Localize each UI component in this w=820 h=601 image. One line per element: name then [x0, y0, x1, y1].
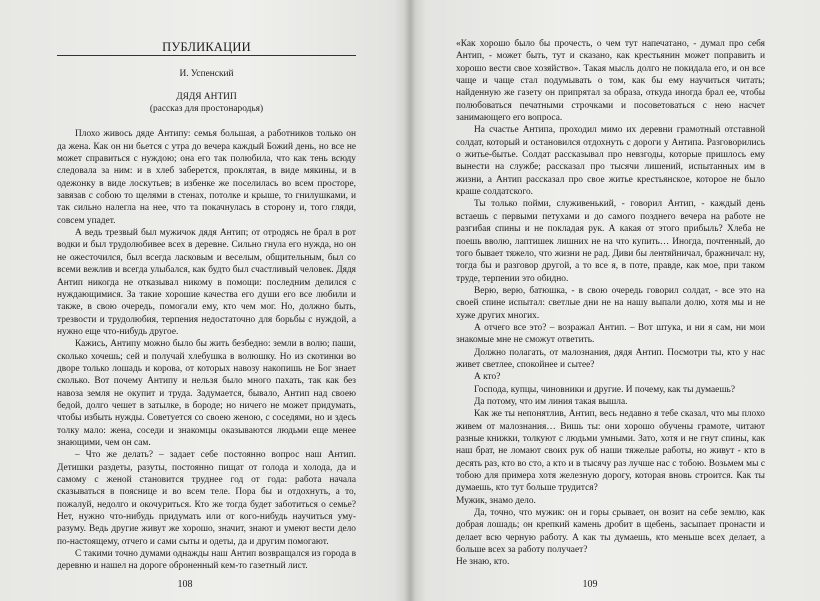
- paragraph: Господа, купцы, чиновники и другие. И почему, как ты думаешь?: [474, 384, 735, 395]
- paragraph: Верю, верю, батюшка, - в свою очередь говорил солдат, - все это на своей спине испытал: светлые дни не на нашу выпали долю, хотя мы и не хуже других многих.: [456, 285, 765, 321]
- paragraph: Ты только пойми, служивенький, - говорил Антип, - каждый день встаешь с первыми петухами и до самого позднего вечера на работе не разгибая спины и не покладая рук. А какая от этого прибыль? Хлеба не поешь вволю, лаптишек лишних не на что купить… Иногда, почтенный, до того бывает тяжело, что жизни не рад. Диви бы лентяйничал, бражничал: ну, тогда бы и разговор другой, а то все я, в поте, правде, как мое, при таком труде, терпении это обидно.: [456, 199, 765, 284]
- right-page-body: [456, 38, 765, 569]
- right-page: [410, 0, 820, 601]
- page-number: 108: [177, 578, 193, 590]
- paragraph: А отчего все это? – возражал Антип. – Вот штука, и ни я сам, ни мои знакомые мне не сможут ответить.: [456, 322, 765, 346]
- paragraph: Плохо живось дяде Антипу: семья большая, а работников только он да жена. Как он ни бьется с утра до вечера каждый Божий день, но все не может справиться с нуждою; она его так полюбила, что как тень всюду следовала за ним: и в хлеб заберется, проклятая, в виде мякины, и в одежонку в виде лоскутьев; в избенке же поселилась во всем просторе, завязав с собою то щелями в стенах, потолке и крыше, то гнилушками, и так сильно налегла на нее, что та покачнулась в сторону и, того гляди, совсем упадет.: [57, 129, 356, 226]
- paragraph: Кажись, Антипу можно было бы жить безбедно: земли в волю; паши, сколько хочешь; сей и получай хлебушка в волюшку. Но из скотинки во дворе только лошадь и корова, от которых навозу накопишь не Бог знает сколько. Вот почему Антипу и нельзя было много пахать, так как без навоза земля не окупит и труда. Задумается, бывало, Антип над своею бедой, долго чешет в затылке, в бороде; но ничего не может придумать, чтобы избыть нужды. Советуется со своею женою, с соседями, но и здесь толку мало: жена, соседи и знакомцы оказываются людьми еще менее знающими, чем он сам.: [57, 339, 356, 448]
- paragraph: На счастье Антипа, проходил мимо их деревни грамотный отставной солдат, который и остановился отдохнуть с дороги у Антипа. Разговорились о житье-бытье. Солдат рассказывал про невзгоды, которые пришлось ему вынести на службе; рассказал про тысячи лишений, испытанных им в жизни, а Антип рассказал про свое житье крестьянское, которое не было краше солдатского.: [456, 125, 765, 198]
- paragraph: Как же ты непонятлив, Антип, весь недавно я тебе сказал, что мы плохо живем от малознания… Вишь ты: они хорошо обучены грамоте, читают разные книжки, толкуют с людьми умными. Зато, хотя и не гнут спины, как наш брат, не ломают своих рук об наши тяжелые работы, но живут - кто в десять раз, кто во сто, а кто и в тысячу раз лучше нас с тобою. Возьмем мы с тобою для примера хотя железную дорогу, которая вновь строится. Как ты думаешь, кто тут больше трудится?: [456, 409, 765, 494]
- section-title: ПУБЛИКАЦИИ: [57, 41, 356, 56]
- paragraph: Да, точно, что мужик: он и горы срывает, он возит на себе землю, как добрая лошадь; он крепкий камень дробит в щебень, засыпает пронасти и делает всю черную работу. А как ты думаешь, кто меньше всех делает, а больше всех за работу получает?: [456, 508, 765, 556]
- paragraph: Не знаю, кто.: [456, 557, 510, 568]
- book-gutter: [404, 0, 416, 601]
- author-name: И. Успенский: [179, 69, 234, 80]
- story-subtitle: (рассказ для простонародья): [149, 104, 264, 115]
- page-number: 109: [582, 578, 598, 590]
- paragraph: А кто?: [474, 372, 501, 383]
- paragraph: А ведь трезвый был мужичок дядя Антип; от отродясь не брал в рот водки и был трудолюбивее всех в деревне. Сильно гнула его нужда, но он не ожесточился, был всегда ласковым и веселым, общительным, был со всеми вежлив и всегда улыбался, как будто был счастливый человек. Дядя Антип никогда не отказывал никому в помощи: последним делился с нуждающимися. За такие хорошие качества его души его все любили и также, в свою очередь, помогали ему, кто чем мог. Но, должно быть, трезвости и трудолюбия, терпения недостаточно для борьбы с нуждой, а нужно еще что-нибудь другое.: [57, 228, 356, 337]
- paragraph: Мужик, знамо дело.: [456, 495, 536, 506]
- paragraph: Должно полагать, от малознания, дядя Антип. Посмотри ты, кто у нас живет светлее, спокойнее и сытее?: [456, 347, 765, 370]
- paragraph: Да потому, что им линия такая вышла.: [474, 396, 628, 407]
- left-page-body: [57, 128, 356, 572]
- paragraph: – Что же делать? – задает себе постоянно вопрос наш Антип. Детишки раздеты, разуты, постоянно пищат от голода и холода, да и самому с женой становится труднее год от года: работа начала сказываться в пояснице и во всем теле. Пора бы и отдохнуть, а то, пожалуй, недолго и окочуриться. Кто же тогда будет заботиться о семье? Нет, нужно что-нибудь придумать или от кого-нибудь научиться уму-разуму. Ведь другие живут же хорошо, значит, знают и умеют вести дело по-настоящему, отчего и сами сыты и одеты, да и другим помогают.: [57, 450, 356, 547]
- paragraph: «Как хорошо было бы прочесть, о чем тут напечатано, - думал про себя Антип, - может быть, тут и сказано, как крестьянин может поправить и хорошо вести свое хозяйство». Такая мысль долго не покидала его, и он все чаще и чаще стал подумывать о том, как бы ему научиться читать; найденную же газету он припрятал за образа, откуда иногда брал ее, чтобы полюбоваться печатными строчками и посоветоваться с нею насчет занимающего его вопроса.: [456, 39, 765, 124]
- paragraph: С такими точно думами однажды наш Антип возвращался из города в деревню и нашел на дороге оброненный кем-то газетный лист.: [57, 549, 356, 572]
- story-title: ДЯДЯ АНТИП: [176, 91, 237, 102]
